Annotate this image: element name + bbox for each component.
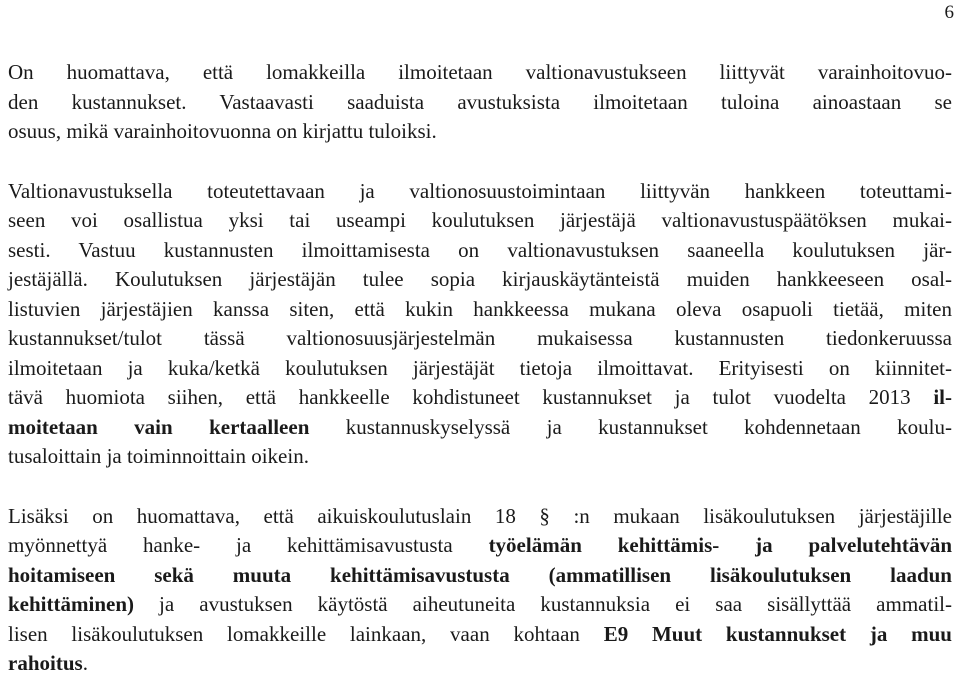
text-run: myönnettyä hanke- ja kehittämisavustusta [8,533,489,557]
text-line: kustannukset/tulot tässä valtionosuusjärjestelmän mukaisessa kustannusten tiedonkeruussa [8,326,952,350]
text-run: lisen lisäkoulutuksen lomakkeille lainkaan, vaan kohtaan [8,621,604,646]
text-line [8,413,952,443]
document-body [8,58,952,679]
bold-text-run: moitetaan vain kertaalleen [8,414,310,439]
text-line: jestäjällä. Koulutuksen järjestäjän tulee sopia kirjauskäytänteistä muiden hankkeeseen osal- [8,267,952,291]
text-line: osuus, mikä varainhoitovuonna on kirjattu tuloiksi. [8,119,437,143]
text-run: . [82,651,88,675]
bold-text-run: rahoitus [8,651,83,675]
text-line [8,620,952,650]
text-line [8,531,952,561]
text-line: sesti. Vastuu kustannusten ilmoittamisesta on valtionavustuksen saaneella koulutuksen jär- [8,237,952,262]
bold-text-run: il- [933,385,952,409]
text-run: ja avustuksen käytöstä aiheutuneita kustannuksia ei saa sisällyttää ammatil- [134,592,952,616]
text-line: seen voi osallistua yksi tai useampi koulutuksen järjestäjä valtionavustuspäätöksen mukai- [8,208,952,232]
page-number: 6 [944,2,954,23]
text-line: On huomattava, että lomakkeilla ilmoitetaan valtionavustukseen liittyvät varainhoitovuo- [8,60,952,84]
text-line: listuvien järjestäjien kanssa siten, että kukin hankkeessa mukana oleva osapuoli tietää, miten [8,296,952,321]
text-run: tävä huomiota siihen, että hankkeelle kohdistuneet kustannukset ja tulot vuodelta 2013 [8,385,934,409]
text-line [8,649,952,679]
paragraph-1 [8,58,952,147]
text-line: ilmoitetaan ja kuka/ketkä koulutuksen järjestäjät tietoja ilmoittavat. Erityisesti on kiinnitet- [8,355,952,380]
paragraph-2 [8,177,952,472]
text-line: Lisäksi on huomattava, että aikuiskoulutuslain 18 § :n mukaan lisäkoulutuksen järjestäjille [8,503,952,528]
text-line: tusaloittain ja toiminnoittain oikein. [8,444,309,468]
bold-text-run: työelämän kehittämis- ja palvelutehtävän [488,533,952,557]
bold-text-run: kehittäminen) [8,592,134,616]
bold-text-line: hoitamiseen sekä muuta kehittämisavustusta (ammatillisen lisäkoulutuksen laadun [8,562,952,587]
text-line [8,590,952,620]
text-line [8,383,952,413]
bold-text-run: E9 Muut kustannukset ja muu [603,621,952,646]
paragraph-3 [8,502,952,679]
text-line: Valtionavustuksella toteutettavaan ja valtionosuustoimintaan liittyvän hankkeen toteuttami- [8,178,952,203]
text-line: den kustannukset. Vastaavasti saaduista avustuksista ilmoitetaan tuloina ainoastaan se [8,89,952,114]
text-run: kustannuskyselyssä ja kustannukset kohdennetaan koulu- [309,414,953,439]
